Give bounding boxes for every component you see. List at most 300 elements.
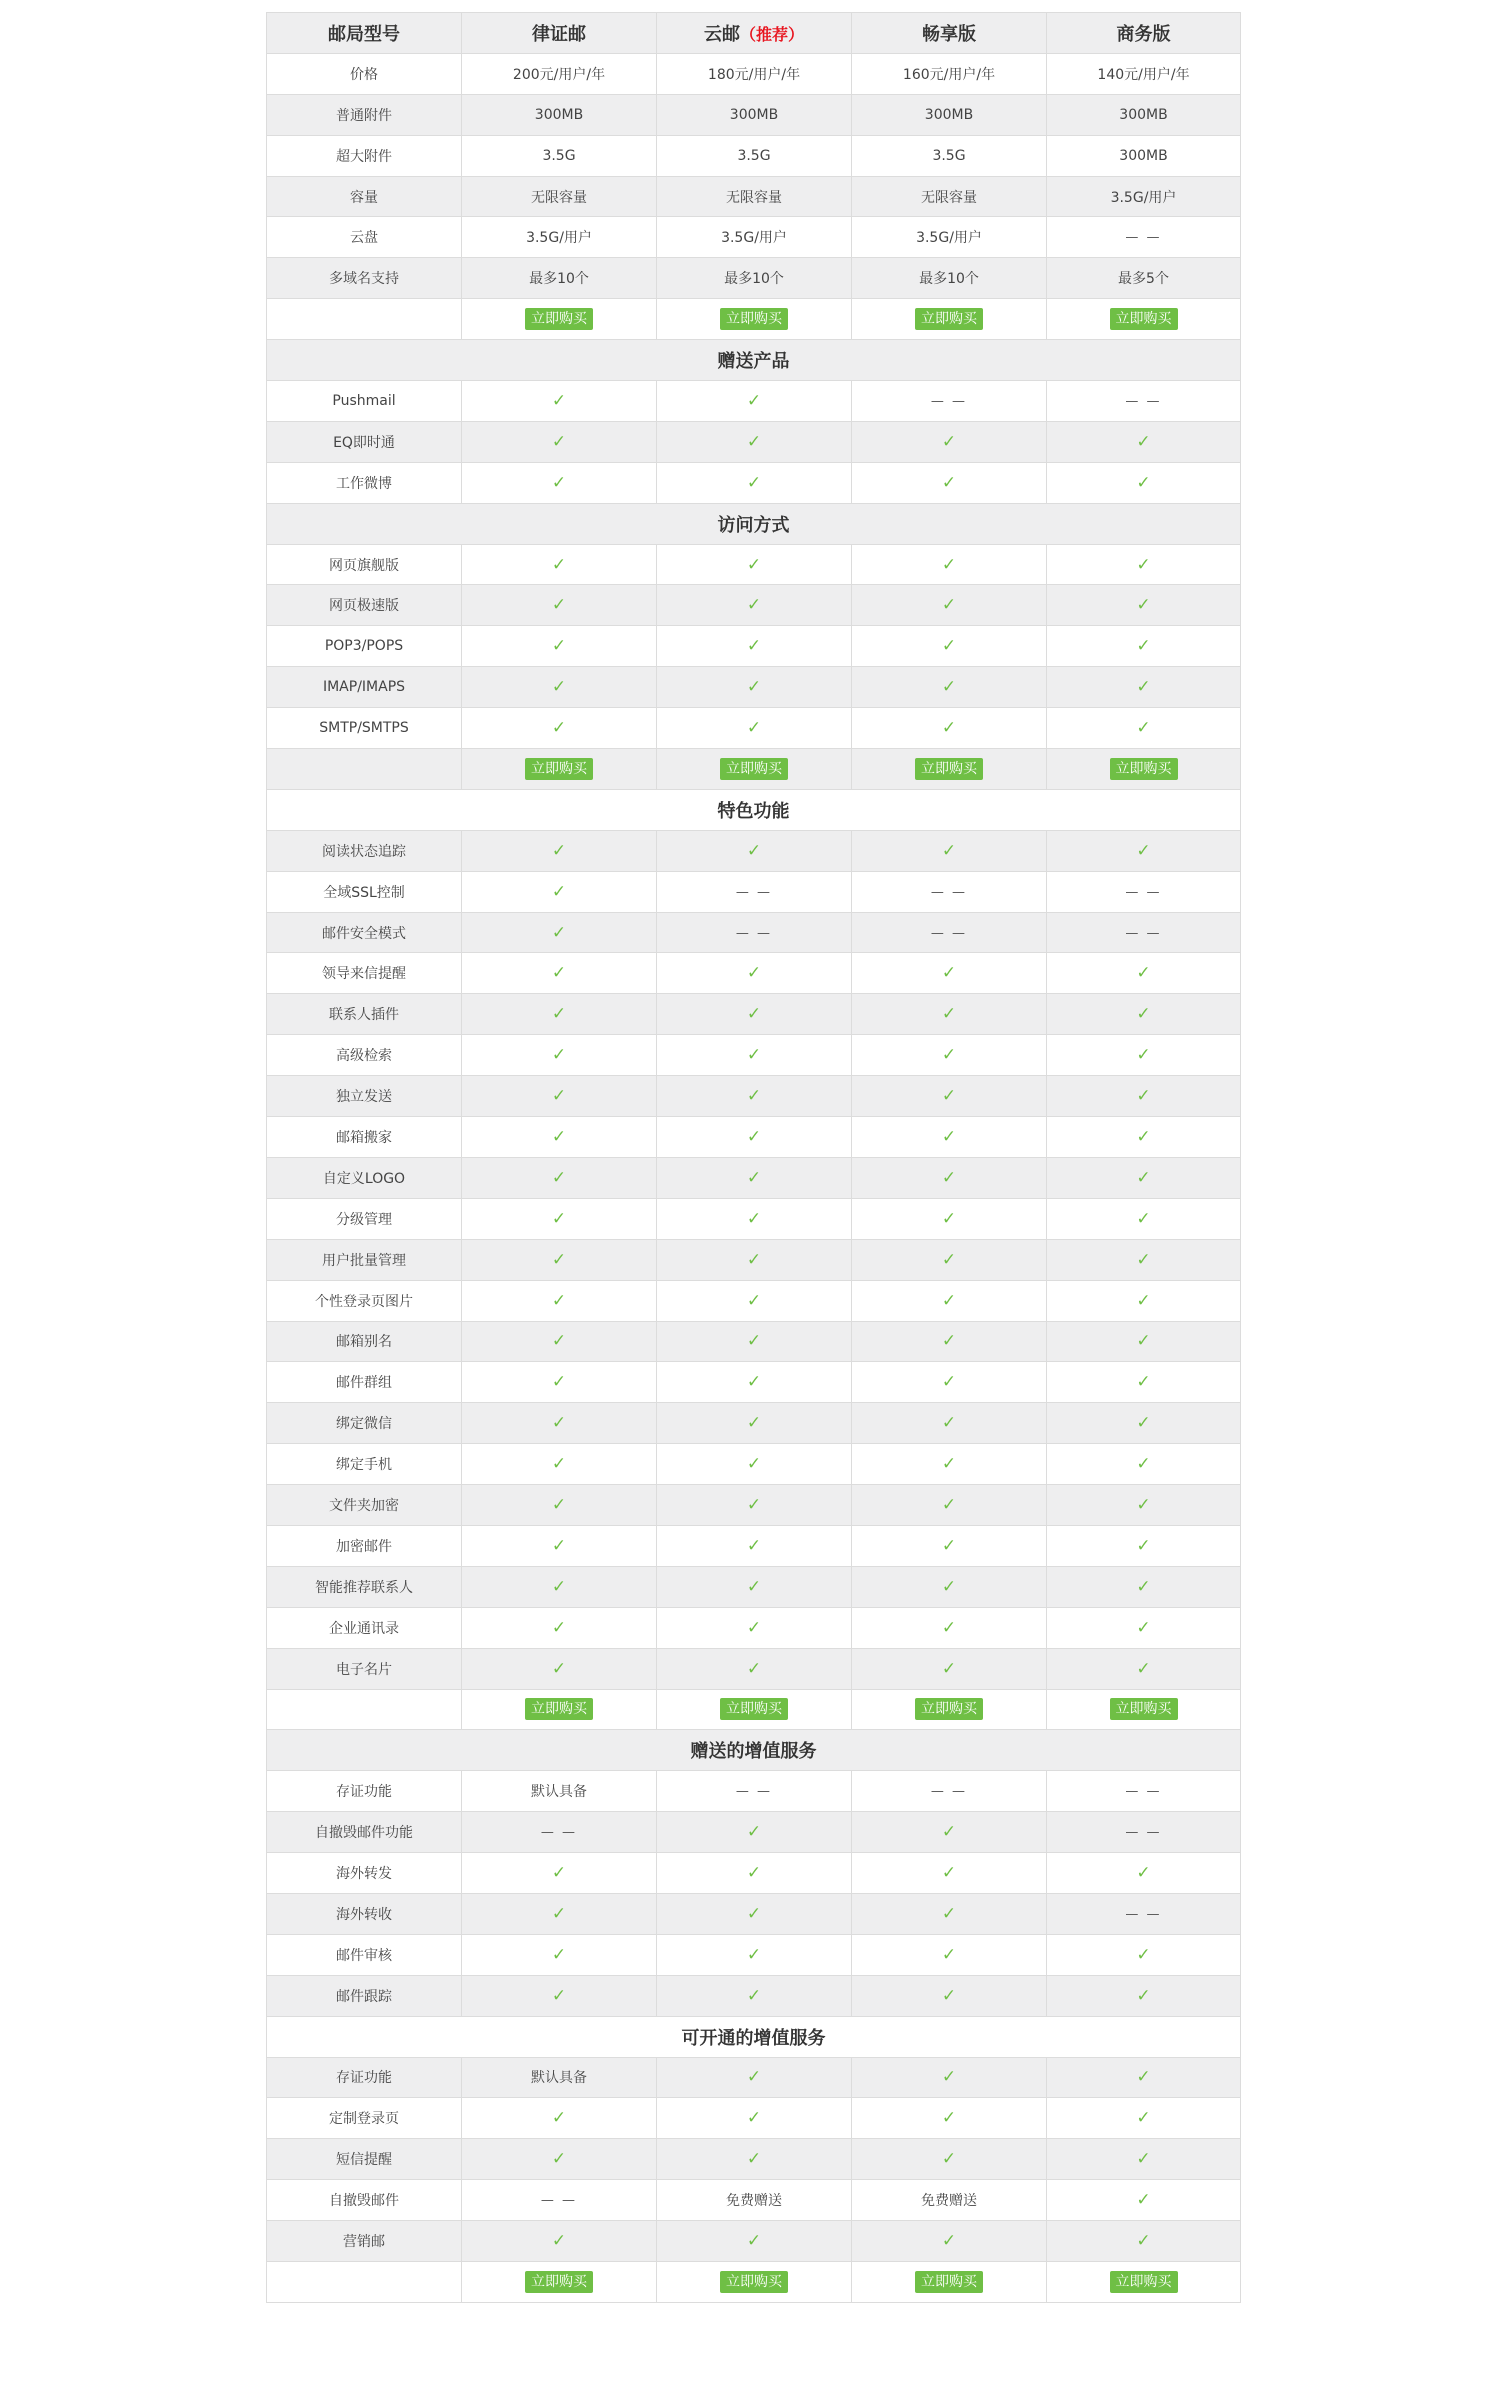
buy-now-button[interactable]: 立即购买 bbox=[915, 1698, 983, 1720]
plan-comparison-table bbox=[266, 12, 1241, 2303]
checkmark-icon: ✓ bbox=[551, 1903, 567, 1924]
cell-supported bbox=[1047, 421, 1241, 462]
cell-supported bbox=[852, 1157, 1047, 1198]
checkmark-icon: ✓ bbox=[941, 431, 957, 452]
feature-row bbox=[267, 1566, 1241, 1607]
checkmark-icon: ✓ bbox=[1136, 1495, 1151, 1515]
cell-supported bbox=[1047, 1157, 1241, 1198]
cell-supported bbox=[852, 1444, 1047, 1485]
checkmark-icon: ✓ bbox=[1136, 554, 1151, 575]
checkmark-icon: ✓ bbox=[1136, 1413, 1151, 1434]
cell-supported bbox=[1047, 667, 1241, 708]
cell-supported bbox=[852, 1975, 1047, 2016]
feature-row bbox=[267, 176, 1241, 217]
checkmark-icon: ✓ bbox=[1136, 1576, 1151, 1597]
cell-supported bbox=[852, 1607, 1047, 1648]
buy-row bbox=[267, 2261, 1241, 2302]
feature-row bbox=[267, 135, 1241, 176]
cell-supported bbox=[852, 1485, 1047, 1526]
cell-supported bbox=[1047, 830, 1241, 871]
cell-supported bbox=[462, 381, 657, 422]
dash-icon: — — bbox=[1125, 230, 1162, 246]
checkmark-icon: ✓ bbox=[941, 1004, 957, 1025]
checkmark-icon: ✓ bbox=[746, 1617, 762, 1638]
checkmark-icon: ✓ bbox=[1136, 472, 1151, 493]
checkmark-icon: ✓ bbox=[941, 472, 957, 493]
checkmark-icon: ✓ bbox=[941, 1535, 957, 1556]
cell-supported bbox=[657, 1975, 852, 2016]
feature-label: 个性登录页图片 bbox=[267, 1280, 462, 1321]
checkmark-icon: ✓ bbox=[551, 1617, 567, 1638]
checkmark-icon: ✓ bbox=[1136, 2108, 1151, 2129]
checkmark-icon: ✓ bbox=[746, 1413, 762, 1434]
cell-supported bbox=[462, 626, 657, 667]
cell-supported bbox=[1047, 1403, 1241, 1444]
cell-supported bbox=[1047, 1934, 1241, 1975]
cell-supported bbox=[852, 1035, 1047, 1076]
cell-supported bbox=[657, 2098, 852, 2139]
cell-supported bbox=[462, 585, 657, 626]
feature-label: 价格 bbox=[267, 53, 462, 94]
cell-supported bbox=[1047, 1853, 1241, 1894]
buy-cell bbox=[462, 299, 657, 340]
buy-now-button[interactable]: 立即购买 bbox=[720, 758, 788, 780]
checkmark-icon: ✓ bbox=[551, 1004, 567, 1025]
buy-now-button[interactable]: 立即购买 bbox=[1110, 758, 1178, 780]
dash-icon: — — bbox=[735, 884, 773, 900]
cell-supported bbox=[852, 1403, 1047, 1444]
checkmark-icon: ✓ bbox=[746, 595, 762, 616]
feature-row bbox=[267, 53, 1241, 94]
feature-row bbox=[267, 585, 1241, 626]
dash-icon: — — bbox=[540, 2193, 578, 2209]
cell-value: 最多10个 bbox=[852, 258, 1047, 299]
cell-supported bbox=[852, 1934, 1047, 1975]
feature-row bbox=[267, 217, 1241, 258]
checkmark-icon: ✓ bbox=[746, 840, 762, 861]
feature-row bbox=[267, 1280, 1241, 1321]
section-header-row bbox=[267, 1730, 1241, 1771]
feature-row bbox=[267, 1035, 1241, 1076]
feature-label: 存证功能 bbox=[267, 1771, 462, 1812]
checkmark-icon: ✓ bbox=[1136, 1617, 1151, 1638]
cell-supported bbox=[462, 1403, 657, 1444]
checkmark-icon: ✓ bbox=[941, 554, 957, 575]
cell-supported bbox=[852, 2057, 1047, 2098]
buy-now-button[interactable]: 立即购买 bbox=[525, 758, 593, 780]
cell-supported bbox=[657, 626, 852, 667]
buy-cell bbox=[657, 749, 852, 790]
checkmark-icon: ✓ bbox=[551, 1454, 567, 1475]
feature-row bbox=[267, 2098, 1241, 2139]
feature-row bbox=[267, 1771, 1241, 1812]
cell-supported bbox=[657, 830, 852, 871]
checkmark-icon: ✓ bbox=[746, 472, 762, 493]
cell-supported bbox=[462, 830, 657, 871]
cell-unsupported bbox=[1047, 381, 1241, 422]
checkmark-icon: ✓ bbox=[551, 1495, 567, 1515]
cell-unsupported bbox=[852, 871, 1047, 912]
feature-label: 存证功能 bbox=[267, 2057, 462, 2098]
cell-supported bbox=[657, 1198, 852, 1239]
cell-supported bbox=[462, 1035, 657, 1076]
cell-supported bbox=[1047, 2221, 1241, 2262]
checkmark-icon: ✓ bbox=[551, 1944, 567, 1965]
checkmark-icon: ✓ bbox=[746, 390, 762, 411]
cell-supported bbox=[462, 994, 657, 1035]
checkmark-icon: ✓ bbox=[551, 881, 567, 902]
cell-supported bbox=[852, 2221, 1047, 2262]
buy-row bbox=[267, 299, 1241, 340]
cell-supported bbox=[462, 1321, 657, 1362]
cell-value: 180元/用户/年 bbox=[657, 53, 852, 94]
checkmark-icon: ✓ bbox=[1136, 1208, 1151, 1229]
cell-value: 默认具备 bbox=[462, 1771, 657, 1812]
cell-supported bbox=[1047, 585, 1241, 626]
feature-row bbox=[267, 953, 1241, 994]
checkmark-icon: ✓ bbox=[746, 1208, 762, 1229]
plan-name-changxiang: 畅享版 bbox=[852, 13, 1047, 54]
checkmark-icon: ✓ bbox=[551, 1658, 567, 1679]
cell-unsupported bbox=[852, 912, 1047, 953]
checkmark-icon: ✓ bbox=[551, 1863, 567, 1884]
checkmark-icon: ✓ bbox=[551, 1985, 567, 2006]
cell-supported bbox=[462, 421, 657, 462]
checkmark-icon: ✓ bbox=[941, 2231, 957, 2252]
buy-now-button[interactable]: 立即购买 bbox=[525, 1698, 593, 1720]
recommended-tag: （推荐） bbox=[739, 24, 804, 44]
cell-supported bbox=[462, 667, 657, 708]
feature-row bbox=[267, 1239, 1241, 1280]
feature-row bbox=[267, 2057, 1241, 2098]
cell-supported bbox=[462, 1117, 657, 1158]
header-label: 邮局型号 bbox=[267, 13, 462, 54]
feature-row bbox=[267, 708, 1241, 749]
cell-supported bbox=[1047, 1444, 1241, 1485]
cell-supported bbox=[852, 1239, 1047, 1280]
checkmark-icon: ✓ bbox=[746, 2149, 762, 2170]
feature-label: 电子名片 bbox=[267, 1648, 462, 1689]
cell-unsupported bbox=[852, 381, 1047, 422]
dash-icon: — — bbox=[1125, 1825, 1162, 1841]
checkmark-icon: ✓ bbox=[941, 1863, 957, 1884]
checkmark-icon: ✓ bbox=[746, 1495, 762, 1515]
checkmark-icon: ✓ bbox=[551, 1167, 567, 1188]
checkmark-icon: ✓ bbox=[551, 1086, 567, 1107]
checkmark-icon: ✓ bbox=[941, 1944, 957, 1965]
checkmark-icon: ✓ bbox=[941, 1208, 957, 1229]
dash-icon: — — bbox=[930, 925, 968, 941]
checkmark-icon: ✓ bbox=[941, 1658, 957, 1679]
checkmark-icon: ✓ bbox=[551, 636, 567, 657]
checkmark-icon: ✓ bbox=[551, 840, 567, 861]
checkmark-icon: ✓ bbox=[1136, 1454, 1151, 1475]
checkmark-icon: ✓ bbox=[746, 1903, 762, 1924]
checkmark-icon: ✓ bbox=[746, 1045, 762, 1066]
cell-value: 免费赠送 bbox=[657, 2180, 852, 2221]
buy-cell bbox=[852, 299, 1047, 340]
cell-supported bbox=[852, 1893, 1047, 1934]
checkmark-icon: ✓ bbox=[1136, 1290, 1151, 1311]
dash-icon: — — bbox=[930, 393, 968, 409]
cell-unsupported bbox=[462, 1812, 657, 1853]
feature-row bbox=[267, 1403, 1241, 1444]
cell-supported bbox=[657, 381, 852, 422]
checkmark-icon: ✓ bbox=[941, 1454, 957, 1475]
cell-supported bbox=[852, 1853, 1047, 1894]
checkmark-icon: ✓ bbox=[551, 2149, 567, 2170]
dash-icon: — — bbox=[735, 1784, 773, 1800]
cell-supported bbox=[462, 1648, 657, 1689]
checkmark-icon: ✓ bbox=[941, 2067, 957, 2088]
feature-row bbox=[267, 1157, 1241, 1198]
checkmark-icon: ✓ bbox=[941, 718, 957, 739]
dash-icon: — — bbox=[1125, 1906, 1162, 1922]
checkmark-icon: ✓ bbox=[941, 963, 957, 984]
feature-row bbox=[267, 871, 1241, 912]
checkmark-icon: ✓ bbox=[551, 922, 567, 943]
buy-now-button[interactable]: 立即购买 bbox=[525, 2271, 593, 2293]
cell-supported bbox=[852, 544, 1047, 585]
cell-supported bbox=[657, 1812, 852, 1853]
buy-row-label-cell bbox=[267, 749, 462, 790]
feature-row bbox=[267, 667, 1241, 708]
cell-supported bbox=[462, 2098, 657, 2139]
cell-supported bbox=[1047, 544, 1241, 585]
feature-label: 邮箱别名 bbox=[267, 1321, 462, 1362]
feature-label: 领导来信提醒 bbox=[267, 953, 462, 994]
cell-value: 300MB bbox=[1047, 135, 1241, 176]
checkmark-icon: ✓ bbox=[1136, 1535, 1151, 1556]
cell-value: 3.5G/用户 bbox=[1047, 176, 1241, 217]
cell-supported bbox=[852, 2098, 1047, 2139]
buy-cell bbox=[462, 1689, 657, 1730]
checkmark-icon: ✓ bbox=[746, 1863, 762, 1884]
feature-row bbox=[267, 421, 1241, 462]
checkmark-icon: ✓ bbox=[1136, 1004, 1151, 1025]
feature-row bbox=[267, 1893, 1241, 1934]
cell-supported bbox=[852, 2139, 1047, 2180]
dash-icon: — — bbox=[540, 1825, 578, 1841]
cell-supported bbox=[852, 1198, 1047, 1239]
checkmark-icon: ✓ bbox=[1136, 1331, 1151, 1352]
checkmark-icon: ✓ bbox=[746, 718, 762, 739]
feature-label: 智能推荐联系人 bbox=[267, 1566, 462, 1607]
cell-unsupported bbox=[657, 912, 852, 953]
cell-supported bbox=[657, 994, 852, 1035]
cell-supported bbox=[852, 1648, 1047, 1689]
checkmark-icon: ✓ bbox=[1136, 2149, 1151, 2170]
cell-supported bbox=[1047, 2180, 1241, 2221]
checkmark-icon: ✓ bbox=[1136, 840, 1151, 861]
cell-supported bbox=[852, 1280, 1047, 1321]
feature-row bbox=[267, 258, 1241, 299]
cell-supported bbox=[657, 1035, 852, 1076]
feature-label: 超大附件 bbox=[267, 135, 462, 176]
buy-now-button[interactable]: 立即购买 bbox=[525, 308, 593, 330]
feature-label: 阅读状态追踪 bbox=[267, 830, 462, 871]
feature-row bbox=[267, 830, 1241, 871]
feature-row bbox=[267, 1362, 1241, 1403]
cell-supported bbox=[852, 1812, 1047, 1853]
feature-label: 加密邮件 bbox=[267, 1525, 462, 1566]
plan-name-yunyou: 云邮（推荐） bbox=[657, 13, 852, 54]
feature-label: 联系人插件 bbox=[267, 994, 462, 1035]
checkmark-icon: ✓ bbox=[1136, 1126, 1151, 1147]
cell-supported bbox=[1047, 1607, 1241, 1648]
cell-supported bbox=[657, 1607, 852, 1648]
cell-supported bbox=[462, 708, 657, 749]
cell-supported bbox=[1047, 1076, 1241, 1117]
checkmark-icon: ✓ bbox=[941, 1126, 957, 1147]
buy-cell bbox=[657, 2261, 852, 2302]
cell-supported bbox=[852, 994, 1047, 1035]
buy-now-button[interactable]: 立即购买 bbox=[720, 308, 788, 330]
checkmark-icon: ✓ bbox=[941, 2108, 957, 2129]
cell-supported bbox=[657, 1893, 852, 1934]
feature-row bbox=[267, 1607, 1241, 1648]
checkmark-icon: ✓ bbox=[746, 1985, 762, 2006]
cell-supported bbox=[462, 544, 657, 585]
cell-supported bbox=[852, 667, 1047, 708]
checkmark-icon: ✓ bbox=[746, 2231, 762, 2252]
checkmark-icon: ✓ bbox=[941, 677, 957, 698]
checkmark-icon: ✓ bbox=[551, 1126, 567, 1147]
cell-supported bbox=[657, 667, 852, 708]
cell-supported bbox=[462, 1893, 657, 1934]
cell-supported bbox=[852, 1076, 1047, 1117]
buy-now-button[interactable]: 立即购买 bbox=[720, 2271, 788, 2293]
cell-supported bbox=[1047, 1198, 1241, 1239]
cell-supported bbox=[462, 953, 657, 994]
checkmark-icon: ✓ bbox=[746, 677, 762, 698]
cell-value: 最多10个 bbox=[462, 258, 657, 299]
cell-supported bbox=[657, 1444, 852, 1485]
feature-label: POP3/POPS bbox=[267, 626, 462, 667]
cell-supported bbox=[852, 1117, 1047, 1158]
checkmark-icon: ✓ bbox=[746, 1535, 762, 1556]
cell-supported bbox=[657, 1648, 852, 1689]
feature-label: 网页旗舰版 bbox=[267, 544, 462, 585]
buy-cell bbox=[462, 2261, 657, 2302]
feature-label: 分级管理 bbox=[267, 1198, 462, 1239]
cell-supported bbox=[462, 1362, 657, 1403]
feature-label: Pushmail bbox=[267, 381, 462, 422]
feature-row bbox=[267, 462, 1241, 503]
cell-value: 300MB bbox=[657, 94, 852, 135]
checkmark-icon: ✓ bbox=[551, 595, 567, 616]
checkmark-icon: ✓ bbox=[551, 1208, 567, 1229]
cell-supported bbox=[657, 1362, 852, 1403]
feature-row bbox=[267, 1198, 1241, 1239]
section-header-row bbox=[267, 503, 1241, 544]
cell-supported bbox=[852, 830, 1047, 871]
checkmark-icon: ✓ bbox=[746, 963, 762, 984]
cell-supported bbox=[1047, 1525, 1241, 1566]
checkmark-icon: ✓ bbox=[1136, 2067, 1151, 2088]
dash-icon: — — bbox=[735, 925, 773, 941]
checkmark-icon: ✓ bbox=[941, 1086, 957, 1107]
section-header-row bbox=[267, 2016, 1241, 2057]
section-title: 访问方式 bbox=[267, 503, 1241, 544]
feature-row bbox=[267, 381, 1241, 422]
feature-row bbox=[267, 544, 1241, 585]
cell-supported bbox=[657, 421, 852, 462]
dash-icon: — — bbox=[1125, 884, 1162, 900]
dash-icon: — — bbox=[930, 884, 968, 900]
checkmark-icon: ✓ bbox=[1136, 1863, 1151, 1884]
buy-cell bbox=[852, 749, 1047, 790]
buy-now-button[interactable]: 立即购买 bbox=[1110, 2271, 1178, 2293]
cell-supported bbox=[852, 953, 1047, 994]
cell-supported bbox=[657, 2057, 852, 2098]
buy-row-label-cell bbox=[267, 299, 462, 340]
buy-now-button[interactable]: 立即购买 bbox=[1110, 308, 1178, 330]
buy-now-button[interactable]: 立即购买 bbox=[720, 1698, 788, 1720]
feature-label: 独立发送 bbox=[267, 1076, 462, 1117]
cell-supported bbox=[462, 1444, 657, 1485]
cell-unsupported bbox=[1047, 1812, 1241, 1853]
feature-row bbox=[267, 1117, 1241, 1158]
feature-label: 自定义LOGO bbox=[267, 1157, 462, 1198]
feature-row bbox=[267, 1444, 1241, 1485]
buy-cell bbox=[1047, 1689, 1241, 1730]
feature-row bbox=[267, 1934, 1241, 1975]
cell-supported bbox=[657, 2221, 852, 2262]
buy-row-label-cell bbox=[267, 1689, 462, 1730]
checkmark-icon: ✓ bbox=[551, 718, 567, 739]
buy-now-button[interactable]: 立即购买 bbox=[1110, 1698, 1178, 1720]
feature-row bbox=[267, 1812, 1241, 1853]
feature-row bbox=[267, 1525, 1241, 1566]
checkmark-icon: ✓ bbox=[551, 472, 567, 493]
checkmark-icon: ✓ bbox=[941, 1822, 957, 1843]
checkmark-icon: ✓ bbox=[1136, 2190, 1151, 2211]
cell-supported bbox=[657, 1239, 852, 1280]
cell-value: 默认具备 bbox=[462, 2057, 657, 2098]
feature-row bbox=[267, 1648, 1241, 1689]
checkmark-icon: ✓ bbox=[1136, 1985, 1151, 2006]
buy-now-button[interactable]: 立即购买 bbox=[915, 308, 983, 330]
feature-row bbox=[267, 94, 1241, 135]
cell-value: 3.5G bbox=[657, 135, 852, 176]
buy-now-button[interactable]: 立即购买 bbox=[915, 2271, 983, 2293]
cell-supported bbox=[1047, 1239, 1241, 1280]
buy-now-button[interactable]: 立即购买 bbox=[915, 758, 983, 780]
cell-supported bbox=[657, 953, 852, 994]
dash-icon: — — bbox=[1125, 393, 1162, 409]
cell-supported bbox=[462, 1280, 657, 1321]
cell-value: 300MB bbox=[462, 94, 657, 135]
cell-supported bbox=[657, 462, 852, 503]
cell-supported bbox=[462, 1485, 657, 1526]
cell-supported bbox=[852, 462, 1047, 503]
checkmark-icon: ✓ bbox=[746, 2108, 762, 2129]
checkmark-icon: ✓ bbox=[551, 1372, 567, 1393]
cell-supported bbox=[657, 1525, 852, 1566]
cell-supported bbox=[1047, 462, 1241, 503]
checkmark-icon: ✓ bbox=[746, 1086, 762, 1107]
cell-value: 200元/用户/年 bbox=[462, 53, 657, 94]
cell-unsupported bbox=[1047, 1893, 1241, 1934]
checkmark-icon: ✓ bbox=[551, 1413, 567, 1434]
buy-cell bbox=[852, 2261, 1047, 2302]
section-title: 可开通的增值服务 bbox=[267, 2016, 1241, 2057]
feature-label: 用户批量管理 bbox=[267, 1239, 462, 1280]
cell-supported bbox=[1047, 2057, 1241, 2098]
checkmark-icon: ✓ bbox=[746, 1658, 762, 1679]
cell-supported bbox=[852, 1362, 1047, 1403]
